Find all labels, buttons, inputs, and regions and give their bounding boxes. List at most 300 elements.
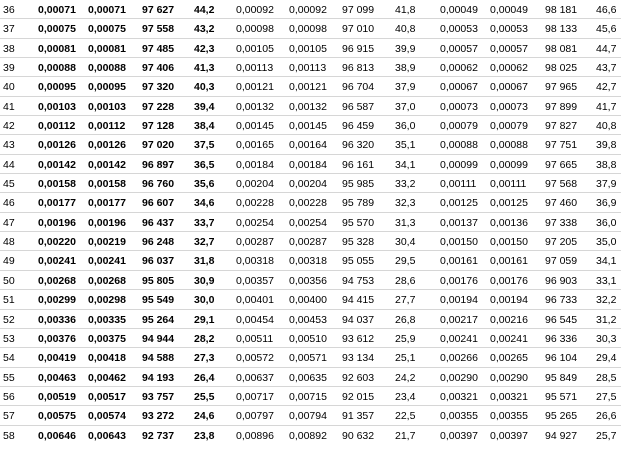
male-life-expectancy-cell: 21,7 (395, 429, 416, 442)
table-row (0, 232, 621, 251)
male-life-expectancy-cell: 25,1 (395, 352, 416, 365)
male-survivors-cell: 95 328 (342, 236, 375, 249)
total-life-expectancy-cell: 26,4 (194, 371, 215, 384)
total-death-probability-m-cell: 0,00103 (88, 100, 126, 113)
female-death-probability-q-cell: 0,00125 (440, 197, 478, 210)
total-survivors-cell: 97 485 (142, 42, 175, 55)
total-life-expectancy-cell: 41,3 (194, 62, 215, 75)
male-life-expectancy-cell: 29,5 (395, 255, 416, 268)
total-life-expectancy-cell: 33,7 (194, 216, 215, 229)
male-death-probability-m-cell: 0,00228 (289, 197, 327, 210)
female-survivors-cell: 97 965 (545, 81, 578, 94)
male-death-probability-m-cell: 0,00121 (289, 81, 327, 94)
female-death-probability-m-cell: 0,00088 (490, 139, 528, 152)
total-death-probability-q-cell: 0,00071 (38, 4, 76, 16)
table-row (0, 368, 621, 387)
total-death-probability-m-cell: 0,00112 (88, 120, 126, 133)
total-life-expectancy-cell: 43,2 (194, 23, 215, 36)
female-death-probability-m-cell: 0,00194 (490, 294, 528, 307)
total-death-probability-m-cell: 0,00298 (88, 294, 126, 307)
female-survivors-cell: 95 849 (545, 371, 578, 384)
total-death-probability-m-cell: 0,00643 (88, 429, 126, 442)
total-death-probability-q-cell: 0,00241 (38, 255, 76, 268)
age-cell: 46 (3, 197, 15, 210)
male-life-expectancy-cell: 22,5 (395, 410, 416, 423)
male-survivors-cell: 93 612 (342, 332, 375, 345)
table-row (0, 348, 621, 367)
male-survivors-cell: 92 015 (342, 390, 375, 403)
age-cell: 44 (3, 158, 15, 171)
total-life-expectancy-cell: 32,7 (194, 236, 215, 249)
total-survivors-cell: 93 757 (142, 390, 175, 403)
female-death-probability-q-cell: 0,00067 (440, 81, 478, 94)
male-death-probability-q-cell: 0,00113 (236, 62, 274, 75)
age-cell: 47 (3, 216, 15, 229)
total-death-probability-m-cell: 0,00196 (88, 216, 126, 229)
female-life-expectancy-cell: 39,8 (596, 139, 617, 152)
female-life-expectancy-cell: 28,5 (596, 371, 617, 384)
female-death-probability-m-cell: 0,00321 (490, 390, 528, 403)
age-cell: 55 (3, 371, 15, 384)
male-death-probability-q-cell: 0,00511 (236, 332, 274, 345)
male-life-expectancy-cell: 30,4 (395, 236, 416, 249)
total-life-expectancy-cell: 23,8 (194, 429, 215, 442)
female-survivors-cell: 98 133 (545, 23, 578, 36)
female-death-probability-q-cell: 0,00111 (440, 178, 477, 191)
male-death-probability-q-cell: 0,00637 (236, 371, 274, 384)
male-death-probability-q-cell: 0,00145 (236, 120, 274, 133)
male-survivors-cell: 94 753 (342, 274, 375, 287)
total-survivors-cell: 94 944 (142, 332, 175, 345)
age-cell: 51 (3, 294, 15, 307)
male-death-probability-m-cell: 0,00098 (289, 23, 327, 36)
table-row (0, 290, 621, 309)
total-death-probability-q-cell: 0,00196 (38, 216, 76, 229)
male-survivors-cell: 93 134 (342, 352, 375, 365)
male-death-probability-q-cell: 0,00318 (236, 255, 274, 268)
total-death-probability-m-cell: 0,00574 (88, 410, 126, 423)
total-death-probability-m-cell: 0,00462 (88, 371, 126, 384)
total-death-probability-q-cell: 0,00220 (38, 236, 76, 249)
female-life-expectancy-cell: 30,3 (596, 332, 617, 345)
female-death-probability-m-cell: 0,00057 (490, 42, 528, 55)
male-death-probability-m-cell: 0,00132 (289, 100, 327, 113)
total-death-probability-m-cell: 0,00088 (88, 62, 126, 75)
male-life-expectancy-cell: 35,1 (395, 139, 416, 152)
total-death-probability-q-cell: 0,00299 (38, 294, 76, 307)
male-death-probability-q-cell: 0,00454 (236, 313, 274, 326)
total-death-probability-q-cell: 0,00419 (38, 352, 76, 365)
table-row (0, 251, 621, 270)
male-survivors-cell: 92 603 (342, 371, 375, 384)
female-death-probability-m-cell: 0,00136 (490, 216, 528, 229)
female-life-expectancy-cell: 34,1 (596, 255, 617, 268)
age-cell: 45 (3, 178, 15, 191)
total-death-probability-q-cell: 0,00103 (38, 100, 76, 113)
male-life-expectancy-cell: 27,7 (395, 294, 416, 307)
male-death-probability-q-cell: 0,00132 (236, 100, 274, 113)
age-cell: 54 (3, 352, 15, 365)
male-death-probability-m-cell: 0,00453 (289, 313, 327, 326)
female-death-probability-q-cell: 0,00053 (440, 23, 478, 36)
total-death-probability-m-cell: 0,00071 (88, 4, 126, 16)
male-death-probability-m-cell: 0,00400 (289, 294, 327, 307)
male-death-probability-m-cell: 0,00113 (289, 62, 327, 75)
female-life-expectancy-cell: 36,9 (596, 197, 617, 210)
total-survivors-cell: 96 897 (142, 158, 175, 171)
table-row (0, 406, 621, 425)
total-survivors-cell: 95 549 (142, 294, 175, 307)
male-survivors-cell: 96 813 (342, 62, 375, 75)
female-survivors-cell: 98 181 (545, 4, 578, 16)
female-death-probability-m-cell: 0,00150 (490, 236, 528, 249)
male-survivors-cell: 94 037 (342, 313, 375, 326)
total-death-probability-m-cell: 0,00241 (88, 255, 126, 268)
male-life-expectancy-cell: 37,9 (395, 81, 416, 94)
male-survivors-cell: 96 320 (342, 139, 375, 152)
female-death-probability-q-cell: 0,00355 (440, 410, 478, 423)
total-survivors-cell: 96 437 (142, 216, 175, 229)
total-death-probability-q-cell: 0,00088 (38, 62, 76, 75)
total-survivors-cell: 96 037 (142, 255, 175, 268)
table-row (0, 193, 621, 212)
male-death-probability-m-cell: 0,00145 (289, 120, 327, 133)
male-death-probability-m-cell: 0,00287 (289, 236, 327, 249)
female-death-probability-q-cell: 0,00241 (440, 332, 478, 345)
female-death-probability-q-cell: 0,00290 (440, 371, 478, 384)
male-survivors-cell: 95 985 (342, 178, 375, 191)
male-life-expectancy-cell: 39,9 (395, 42, 416, 55)
male-survivors-cell: 96 459 (342, 120, 375, 133)
total-survivors-cell: 94 193 (142, 371, 175, 384)
total-survivors-cell: 92 737 (142, 429, 175, 442)
male-survivors-cell: 95 055 (342, 255, 375, 268)
total-death-probability-q-cell: 0,00158 (38, 178, 76, 191)
total-death-probability-q-cell: 0,00126 (38, 139, 76, 152)
male-death-probability-m-cell: 0,00105 (289, 42, 327, 55)
female-survivors-cell: 97 899 (545, 100, 578, 113)
male-life-expectancy-cell: 31,3 (395, 216, 416, 229)
female-survivors-cell: 97 827 (545, 120, 578, 133)
female-survivors-cell: 97 338 (545, 216, 578, 229)
female-survivors-cell: 97 665 (545, 158, 578, 171)
male-death-probability-q-cell: 0,00204 (236, 178, 274, 191)
female-life-expectancy-cell: 33,1 (596, 274, 617, 287)
male-life-expectancy-cell: 38,9 (395, 62, 416, 75)
table-row (0, 174, 621, 193)
age-cell: 58 (3, 429, 15, 442)
male-survivors-cell: 96 587 (342, 100, 375, 113)
total-death-probability-q-cell: 0,00177 (38, 197, 76, 210)
total-survivors-cell: 97 320 (142, 81, 175, 94)
female-life-expectancy-cell: 36,0 (596, 216, 617, 229)
female-death-probability-m-cell: 0,00049 (490, 4, 528, 16)
total-life-expectancy-cell: 38,4 (194, 120, 215, 133)
total-life-expectancy-cell: 31,8 (194, 255, 215, 268)
table-row (0, 97, 621, 116)
male-death-probability-m-cell: 0,00571 (289, 352, 327, 365)
male-life-expectancy-cell: 23,4 (395, 390, 416, 403)
female-death-probability-m-cell: 0,00355 (490, 410, 528, 423)
total-life-expectancy-cell: 39,4 (194, 100, 215, 113)
female-death-probability-m-cell: 0,00176 (490, 274, 528, 287)
female-survivors-cell: 97 568 (545, 178, 578, 191)
male-death-probability-m-cell: 0,00164 (289, 139, 327, 152)
male-death-probability-q-cell: 0,00184 (236, 158, 274, 171)
total-life-expectancy-cell: 30,9 (194, 274, 215, 287)
male-survivors-cell: 96 704 (342, 81, 375, 94)
total-death-probability-q-cell: 0,00268 (38, 274, 76, 287)
male-survivors-cell: 95 570 (342, 216, 375, 229)
male-death-probability-q-cell: 0,00105 (236, 42, 274, 55)
table-row (0, 58, 621, 77)
total-life-expectancy-cell: 35,6 (194, 178, 215, 191)
table-row (0, 329, 621, 348)
male-survivors-cell: 91 357 (342, 410, 375, 423)
female-death-probability-q-cell: 0,00073 (440, 100, 478, 113)
male-death-probability-m-cell: 0,00254 (289, 216, 327, 229)
female-death-probability-q-cell: 0,00321 (440, 390, 478, 403)
male-death-probability-q-cell: 0,00165 (236, 139, 274, 152)
age-cell: 49 (3, 255, 15, 268)
age-cell: 40 (3, 81, 15, 94)
female-death-probability-q-cell: 0,00057 (440, 42, 478, 55)
total-life-expectancy-cell: 29,1 (194, 313, 215, 326)
female-life-expectancy-cell: 31,2 (596, 313, 617, 326)
female-death-probability-m-cell: 0,00216 (490, 313, 528, 326)
total-survivors-cell: 95 264 (142, 313, 175, 326)
age-cell: 37 (3, 23, 15, 36)
male-life-expectancy-cell: 40,8 (395, 23, 416, 36)
total-survivors-cell: 96 248 (142, 236, 175, 249)
male-death-probability-m-cell: 0,00794 (289, 410, 327, 423)
male-death-probability-q-cell: 0,00092 (236, 4, 274, 16)
female-death-probability-q-cell: 0,00397 (440, 429, 478, 442)
female-death-probability-q-cell: 0,00161 (440, 255, 478, 268)
female-life-expectancy-cell: 42,7 (596, 81, 617, 94)
age-cell: 36 (3, 4, 15, 16)
total-death-probability-q-cell: 0,00519 (38, 390, 76, 403)
table-row (0, 426, 621, 445)
age-cell: 53 (3, 332, 15, 345)
total-death-probability-m-cell: 0,00177 (88, 197, 126, 210)
female-survivors-cell: 96 336 (545, 332, 578, 345)
female-survivors-cell: 95 571 (545, 390, 578, 403)
total-life-expectancy-cell: 28,2 (194, 332, 215, 345)
male-death-probability-q-cell: 0,00287 (236, 236, 274, 249)
table-row (0, 0, 621, 19)
female-survivors-cell: 96 733 (545, 294, 578, 307)
total-survivors-cell: 97 627 (142, 4, 175, 16)
female-survivors-cell: 97 059 (545, 255, 578, 268)
total-death-probability-m-cell: 0,00081 (88, 42, 126, 55)
total-survivors-cell: 97 558 (142, 23, 175, 36)
female-death-probability-m-cell: 0,00290 (490, 371, 528, 384)
table-row (0, 387, 621, 406)
table-row (0, 135, 621, 154)
female-death-probability-m-cell: 0,00079 (490, 120, 528, 133)
male-death-probability-m-cell: 0,00204 (289, 178, 327, 191)
total-death-probability-q-cell: 0,00112 (38, 120, 76, 133)
female-death-probability-m-cell: 0,00265 (490, 352, 528, 365)
female-survivors-cell: 97 460 (545, 197, 578, 210)
female-survivors-cell: 97 205 (545, 236, 578, 249)
male-death-probability-m-cell: 0,00635 (289, 371, 327, 384)
female-life-expectancy-cell: 29,4 (596, 352, 617, 365)
total-life-expectancy-cell: 40,3 (194, 81, 215, 94)
male-death-probability-q-cell: 0,00121 (236, 81, 274, 94)
female-death-probability-q-cell: 0,00099 (440, 158, 478, 171)
female-survivors-cell: 98 081 (545, 42, 578, 55)
age-cell: 43 (3, 139, 15, 152)
female-death-probability-q-cell: 0,00217 (440, 313, 478, 326)
female-life-expectancy-cell: 32,2 (596, 294, 617, 307)
total-survivors-cell: 97 128 (142, 120, 175, 133)
male-death-probability-m-cell: 0,00184 (289, 158, 327, 171)
total-survivors-cell: 93 272 (142, 410, 175, 423)
total-death-probability-q-cell: 0,00336 (38, 313, 76, 326)
total-death-probability-q-cell: 0,00376 (38, 332, 76, 345)
total-death-probability-q-cell: 0,00646 (38, 429, 76, 442)
table-row (0, 116, 621, 135)
male-death-probability-m-cell: 0,00318 (289, 255, 327, 268)
male-death-probability-q-cell: 0,00896 (236, 429, 274, 442)
female-life-expectancy-cell: 35,0 (596, 236, 617, 249)
female-life-expectancy-cell: 27,5 (596, 390, 617, 403)
male-death-probability-m-cell: 0,00715 (289, 390, 327, 403)
total-life-expectancy-cell: 42,3 (194, 42, 215, 55)
female-life-expectancy-cell: 25,7 (596, 429, 617, 442)
male-survivors-cell: 96 161 (342, 158, 375, 171)
total-survivors-cell: 94 588 (142, 352, 175, 365)
total-death-probability-m-cell: 0,00126 (88, 139, 126, 152)
male-death-probability-q-cell: 0,00717 (236, 390, 274, 403)
female-survivors-cell: 98 025 (545, 62, 578, 75)
male-life-expectancy-cell: 37,0 (395, 100, 416, 113)
total-life-expectancy-cell: 44,2 (194, 4, 215, 16)
age-cell: 38 (3, 42, 15, 55)
female-life-expectancy-cell: 37,9 (596, 178, 617, 191)
age-cell: 50 (3, 274, 15, 287)
total-death-probability-m-cell: 0,00418 (88, 352, 126, 365)
female-death-probability-m-cell: 0,00161 (490, 255, 528, 268)
female-life-expectancy-cell: 46,6 (596, 4, 617, 16)
female-life-expectancy-cell: 43,7 (596, 62, 617, 75)
female-death-probability-m-cell: 0,00397 (490, 429, 528, 442)
female-death-probability-m-cell: 0,00062 (490, 62, 528, 75)
total-survivors-cell: 95 805 (142, 274, 175, 287)
male-death-probability-m-cell: 0,00356 (289, 274, 327, 287)
female-life-expectancy-cell: 40,8 (596, 120, 617, 133)
female-death-probability-q-cell: 0,00088 (440, 139, 478, 152)
total-death-probability-q-cell: 0,00575 (38, 410, 76, 423)
male-life-expectancy-cell: 28,6 (395, 274, 416, 287)
male-death-probability-m-cell: 0,00510 (289, 332, 327, 345)
female-survivors-cell: 95 265 (545, 410, 578, 423)
female-death-probability-q-cell: 0,00194 (440, 294, 478, 307)
female-survivors-cell: 96 104 (545, 352, 578, 365)
female-survivors-cell: 94 927 (545, 429, 578, 442)
age-cell: 42 (3, 120, 15, 133)
total-death-probability-m-cell: 0,00142 (88, 158, 126, 171)
total-life-expectancy-cell: 24,6 (194, 410, 215, 423)
female-survivors-cell: 96 903 (545, 274, 578, 287)
total-death-probability-q-cell: 0,00142 (38, 158, 76, 171)
female-death-probability-q-cell: 0,00150 (440, 236, 478, 249)
age-cell: 57 (3, 410, 15, 423)
male-death-probability-m-cell: 0,00892 (289, 429, 327, 442)
total-death-probability-m-cell: 0,00268 (88, 274, 126, 287)
total-life-expectancy-cell: 25,5 (194, 390, 215, 403)
female-death-probability-q-cell: 0,00266 (440, 352, 478, 365)
female-death-probability-m-cell: 0,00111 (490, 178, 527, 191)
table-row (0, 39, 621, 58)
male-death-probability-q-cell: 0,00254 (236, 216, 274, 229)
table-row (0, 271, 621, 290)
age-cell: 56 (3, 390, 15, 403)
table-row (0, 213, 621, 232)
female-life-expectancy-cell: 45,6 (596, 23, 617, 36)
total-survivors-cell: 96 607 (142, 197, 175, 210)
total-death-probability-m-cell: 0,00158 (88, 178, 126, 191)
male-survivors-cell: 95 789 (342, 197, 375, 210)
male-death-probability-q-cell: 0,00572 (236, 352, 274, 365)
total-life-expectancy-cell: 37,5 (194, 139, 215, 152)
total-life-expectancy-cell: 36,5 (194, 158, 215, 171)
male-life-expectancy-cell: 36,0 (395, 120, 416, 133)
female-death-probability-m-cell: 0,00125 (490, 197, 528, 210)
male-life-expectancy-cell: 25,9 (395, 332, 416, 345)
female-death-probability-q-cell: 0,00176 (440, 274, 478, 287)
female-life-expectancy-cell: 26,6 (596, 410, 617, 423)
total-death-probability-m-cell: 0,00095 (88, 81, 126, 94)
male-survivors-cell: 97 099 (342, 4, 375, 16)
male-life-expectancy-cell: 33,2 (395, 178, 416, 191)
male-death-probability-q-cell: 0,00401 (236, 294, 274, 307)
age-cell: 41 (3, 100, 15, 113)
male-life-expectancy-cell: 34,1 (395, 158, 416, 171)
total-survivors-cell: 97 020 (142, 139, 175, 152)
female-death-probability-q-cell: 0,00079 (440, 120, 478, 133)
table-row (0, 19, 621, 38)
male-life-expectancy-cell: 41,8 (395, 4, 416, 16)
female-death-probability-q-cell: 0,00049 (440, 4, 478, 16)
female-death-probability-m-cell: 0,00241 (490, 332, 528, 345)
total-death-probability-q-cell: 0,00095 (38, 81, 76, 94)
table-row (0, 155, 621, 174)
total-death-probability-q-cell: 0,00463 (38, 371, 76, 384)
total-life-expectancy-cell: 27,3 (194, 352, 215, 365)
female-death-probability-m-cell: 0,00053 (490, 23, 528, 36)
total-life-expectancy-cell: 34,6 (194, 197, 215, 210)
total-death-probability-m-cell: 0,00517 (88, 390, 126, 403)
age-cell: 48 (3, 236, 15, 249)
male-life-expectancy-cell: 32,3 (395, 197, 416, 210)
age-cell: 39 (3, 62, 15, 75)
male-survivors-cell: 97 010 (342, 23, 375, 36)
female-death-probability-m-cell: 0,00073 (490, 100, 528, 113)
male-survivors-cell: 96 915 (342, 42, 375, 55)
total-survivors-cell: 97 406 (142, 62, 175, 75)
male-survivors-cell: 90 632 (342, 429, 375, 442)
table-row (0, 77, 621, 96)
total-survivors-cell: 97 228 (142, 100, 175, 113)
male-death-probability-m-cell: 0,00092 (289, 4, 327, 16)
female-survivors-cell: 97 751 (545, 139, 578, 152)
total-death-probability-q-cell: 0,00081 (38, 42, 76, 55)
male-life-expectancy-cell: 26,8 (395, 313, 416, 326)
male-life-expectancy-cell: 24,2 (395, 371, 416, 384)
